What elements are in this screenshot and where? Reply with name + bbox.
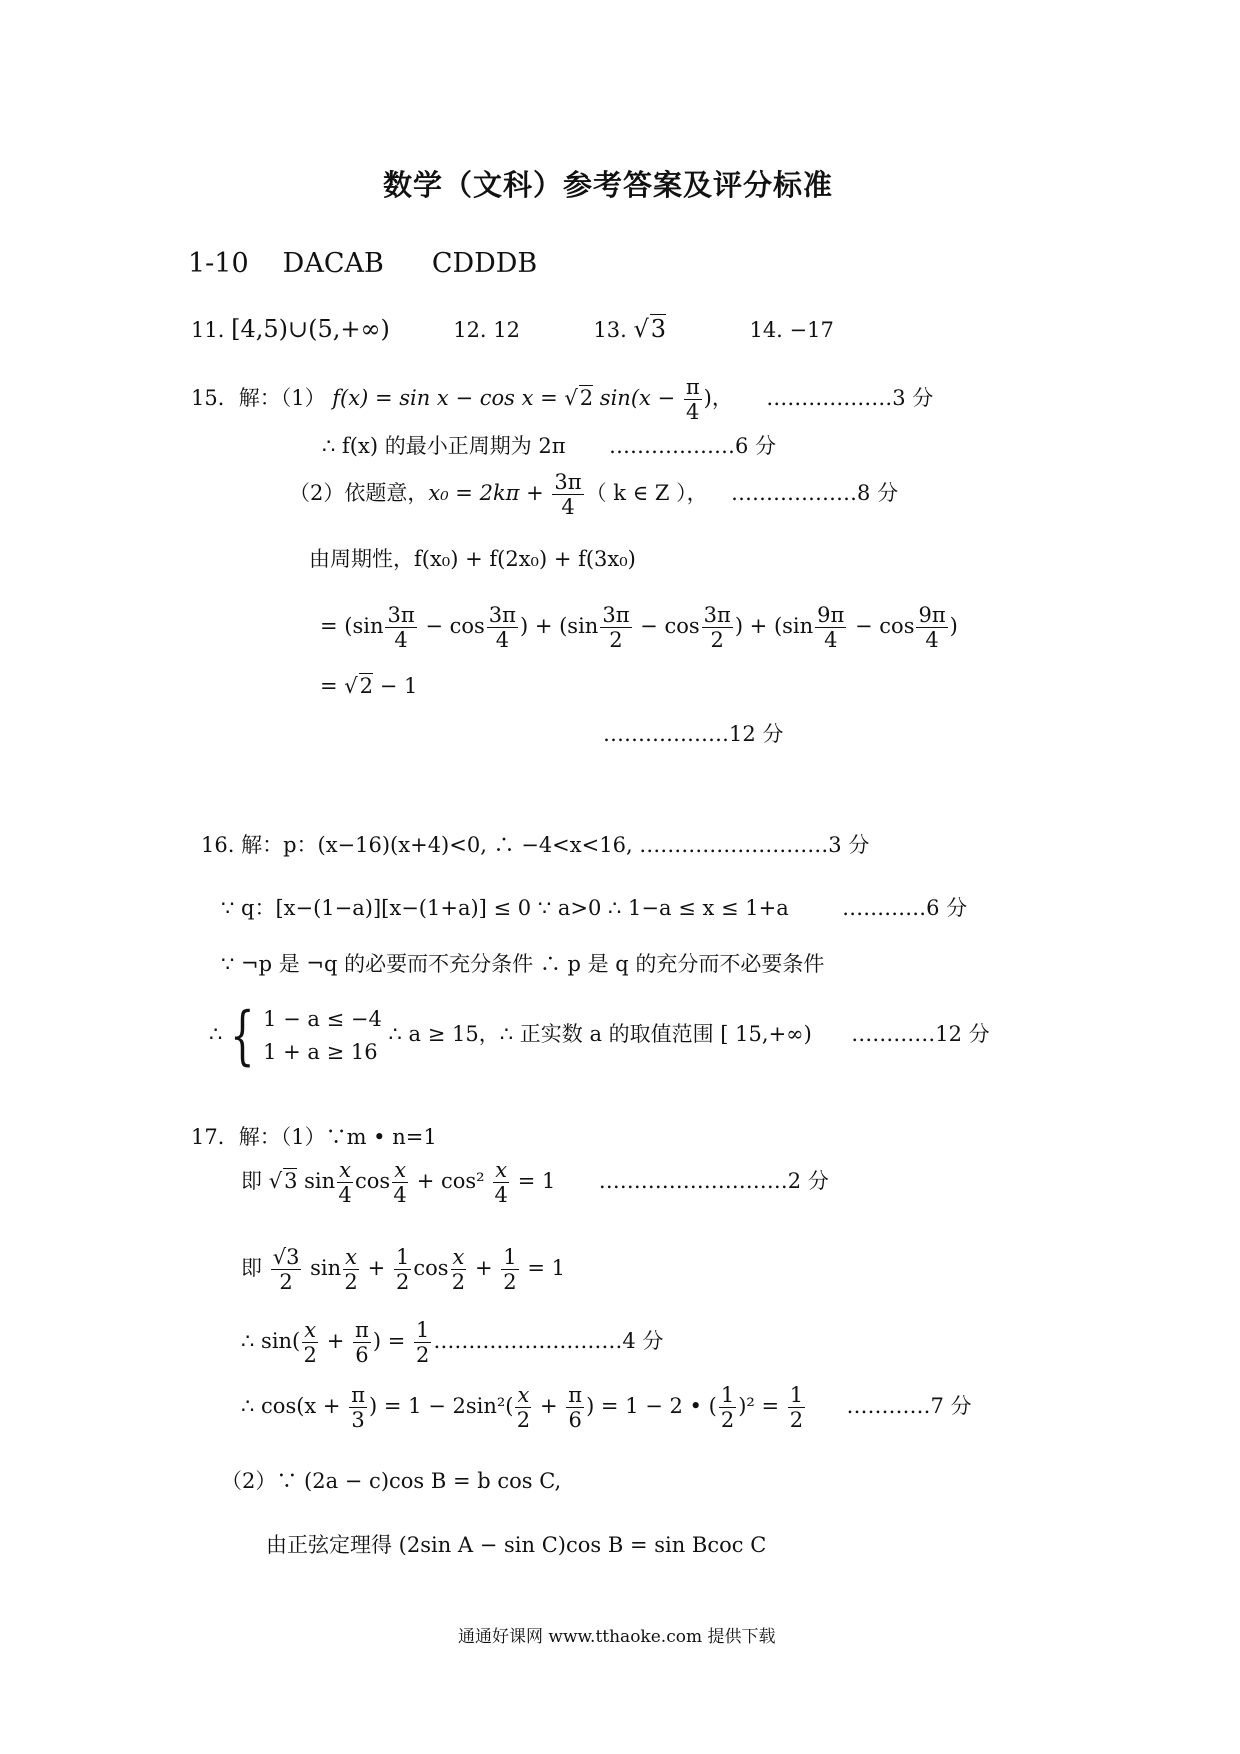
q17-line-6: 由正弦定理得 (2sin A − sin C)cos B = sin Bcoc C — [266, 1533, 767, 1557]
q15-line-5: = (sin $\frac{3\pi}{4}$ − cos $\frac{3\pi}{4}$ ) + (sin $\frac{3\pi}{2}$ − cos $\frac{3\pi}{2}$ ) + (sin $\frac{9\pi}{4}$ − cos $\frac{9\pi}{4}$ ) — [320, 603, 958, 653]
q13-answer: √3 — [633, 315, 667, 343]
q15-line-6: = √2 − 1 — [320, 674, 418, 698]
q16-line-3: ∵ ¬p 是 ¬q 的必要而不充分条件 ∴ p 是 q 的充分而不必要条件 — [221, 952, 825, 976]
q15-x0-expression: x₀ = 2kπ + — [428, 481, 551, 506]
q15-part-2-head: （2）依题意， — [289, 481, 429, 506]
fraction-3pi-over-4: $\frac{3\pi}{4}$ — [488, 603, 516, 653]
q15-head: 15．解：（1） — [191, 386, 326, 411]
q15-period-text: ∴ f(x) 的最小正周期为 2π — [322, 434, 566, 458]
q16-score-12: …………12 分 — [851, 1022, 990, 1047]
q14-answer: −17 — [789, 318, 834, 342]
q15-line-3 — [289, 470, 898, 519]
inequality-system: 1 − a ≤ −4 1 + a ≥ 16 — [263, 1007, 382, 1064]
fraction-1-over-2: $\frac{1}{2}$ — [503, 1245, 517, 1295]
q15-k-in-z: （ k ∈ Z ）， — [585, 481, 708, 506]
fraction-3pi-over-2: $\frac{3\pi}{2}$ — [703, 603, 731, 653]
fraction-9pi-over-4: $\frac{9\pi}{4}$ — [817, 603, 845, 653]
q15-line-4: 由周期性，f(x₀) + f(2x₀) + f(3x₀) — [309, 547, 636, 571]
q15-score-3: ………………3 分 — [766, 386, 934, 411]
q13-radicand: 3 — [650, 315, 667, 343]
q12-number: 12. — [453, 318, 487, 342]
q16-line-2 — [221, 892, 967, 922]
fraction-1-over-2: $\frac{1}{2}$ — [720, 1383, 735, 1433]
q17-line-2: 即 $\frac{√3}{2}$ sin $\frac{x}{2}$ + $\frac{1}{2}$ cos $\frac{x}{2}$ + $\frac{1}{2}$ = 1 — [241, 1245, 565, 1295]
fraction-pi-over-3: $\frac{\pi}{3}$ — [351, 1383, 366, 1433]
q17-line-1: 即 √3 sin $\frac{x}{4}$ cos $\frac{x}{4}$ + cos² $\frac{x}{4}$ = 1 ………………………2 分 — [241, 1158, 829, 1208]
fraction-pi-over-6: $\frac{\pi}{6}$ — [355, 1318, 369, 1368]
q15-score-12: ………………12 分 — [603, 722, 784, 746]
choice-group-1: DACAB — [282, 248, 384, 279]
q15-result-root: 2 — [359, 674, 374, 698]
q12-answer: 12 — [493, 318, 521, 342]
fraction-pi-over-6: $\frac{\pi}{6}$ — [568, 1383, 583, 1433]
choice-range: 1-10 — [188, 248, 249, 279]
q16-q-condition: ∵ q：[x−(1−a)][x−(1+a)] ≤ 0 ∵ a>0 ∴ 1−a ≤ x ≤ 1+a — [221, 896, 789, 920]
q17-root-3: 3 — [284, 1169, 298, 1194]
fraction-1-over-2: $\frac{1}{2}$ — [395, 1245, 410, 1295]
q14-number: 14. — [749, 318, 783, 342]
fraction-x-over-2: $\frac{x}{2}$ — [344, 1245, 358, 1295]
fraction-x-over-2: $\frac{x}{2}$ — [516, 1383, 531, 1433]
fraction-x-over-2: $\frac{x}{2}$ — [451, 1245, 466, 1295]
q15-score-6: ………………6 分 — [608, 434, 776, 458]
q17-line-3: ∴ sin( $\frac{x}{2}$ + $\frac{\pi}{6}$ ) = $\frac{1}{2}$ ………………………4 分 — [241, 1318, 664, 1368]
choice-group-2: CDDDB — [431, 248, 538, 279]
page-footer: 通通好课网 www.tthaoke.com 提供下载 — [458, 1627, 776, 1647]
q15-line-1: 15．解：（1） f(x) = sin x − cos x = √2 sin(x − $\frac{\pi}{4}$ )， ………………3 分 — [191, 375, 934, 425]
q17-score-2: ………………………2 分 — [598, 1169, 829, 1194]
q17-score-4: ………………………4 分 — [433, 1329, 664, 1354]
q17-line-4: ∴ cos(x + $\frac{\pi}{3}$ ) = 1 − 2sin²( $\frac{x}{2}$ + $\frac{\pi}{6}$ ) = 1 − 2 • ( $\frac{1}{2}$ )² = $\frac{1}{2}$ …………7 分 — [241, 1383, 972, 1433]
fraction-x-over-4: $\frac{x}{4}$ — [338, 1158, 352, 1208]
q11-number: 11. — [191, 318, 225, 342]
q15-sin-part: sin(x − — [593, 386, 682, 411]
q16-range-text: ∴ a ≥ 15，∴ 正实数 a 的取值范围 [ 15,+∞) — [381, 1022, 812, 1047]
fraction-root3-over-2: $\frac{√3}{2}$ — [272, 1245, 300, 1295]
q11-answer: [4,5)∪(5,+∞) — [231, 315, 390, 343]
q15-score-8: ………………8 分 — [731, 481, 899, 506]
q17-score-7: …………7 分 — [846, 1394, 972, 1419]
fraction-9pi-over-4: $\frac{9\pi}{4}$ — [918, 603, 946, 653]
fraction-3pi-over-4: $\frac{3\pi}{4}$ — [554, 470, 582, 520]
fill-answers — [191, 314, 834, 343]
q17-line-5: （2）∵ (2a − c)cos B = b cos C, — [221, 1469, 562, 1493]
q15-fx-expression: f(x) = sin x − cos x = — [332, 386, 565, 411]
left-brace: { — [230, 998, 255, 1073]
fraction-3pi-over-4: $\frac{3\pi}{4}$ — [387, 603, 415, 653]
fraction-3pi-over-2: $\frac{3\pi}{2}$ — [602, 603, 630, 653]
q15-line-2 — [322, 430, 776, 460]
q15-line-1-tail: )， — [703, 386, 733, 411]
q13-number: 13. — [593, 318, 627, 342]
choice-answers — [188, 248, 537, 279]
q15-root-2: 2 — [579, 386, 594, 411]
fraction-1-over-2: $\frac{1}{2}$ — [416, 1318, 430, 1368]
fraction-x-over-4: $\frac{x}{4}$ — [393, 1158, 407, 1208]
fraction-x-over-2: $\frac{x}{2}$ — [303, 1318, 317, 1368]
page-title: 数学（文科）参考答案及评分标准 — [383, 168, 834, 202]
q16-line-4: ∴ { 1 − a ≤ −4 1 + a ≥ 16 ∴ a ≥ 15，∴ 正实数 a 的取值范围 [ 15,+∞) …………12 分 — [209, 998, 990, 1073]
q17-head: 17．解：（1）∵m • n=1 — [191, 1125, 437, 1149]
q16-line-1: 16. 解：p：(x−16)(x+4)<0, ∴ −4<x<16, ………………………3 分 — [201, 833, 870, 857]
fraction-x-over-4: $\frac{x}{4}$ — [494, 1158, 508, 1208]
fraction-1-over-2: $\frac{1}{2}$ — [789, 1383, 804, 1433]
q16-score-6: …………6 分 — [842, 896, 968, 920]
fraction-pi-over-4: $\frac{\pi}{4}$ — [685, 375, 700, 425]
